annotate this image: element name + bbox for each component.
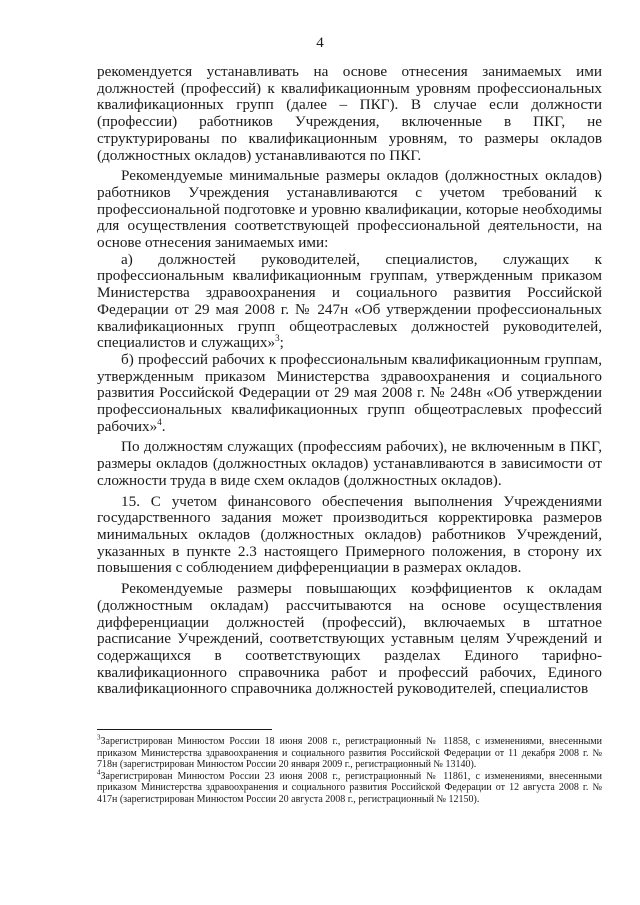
footnote-ref-4: 4 <box>157 416 162 427</box>
footnote-4-text: Зарегистрирован Минюстом России 23 июня 2008 г., регистрационный № 11861, с изменениями, внесенными приказом Министерства здравоохранения и социального развития Российской Федерации от 12 августа 2008 г. № 417н (зарегистрирован Минюстом России 20 августа 2008 г., регистрационный № 12150). <box>97 770 602 805</box>
list-item-b-text: б) профессий рабочих к профессиональным квалификационным группам, утвержденным приказом Министерства здравоохранения и социального развития Российской Федерации от 29 мая 2008 г. № 248н «Об утверждении профессиональных квалификационных групп общеотраслевых профессий рабочих» <box>97 350 602 435</box>
footnote-ref-3: 3 <box>275 333 280 344</box>
paragraph-minimum-salaries: Рекомендуемые минимальные размеры окладов (должностных окладов) работников Учреждения устанавливаются с учетом требований к профессиональной подготовке и уровню квалификации, которые необходимы для осуществления соответствующей профессиональной деятельности, на основе отнесения занимаемых ими: <box>97 167 602 252</box>
paragraph-pkg-schemes: По должностям служащих (профессиям рабочих), не включенным в ПКГ, размеры окладов (должностных окладов) устанавливаются в зависимости от сложности труда в виде схем окладов (должностных окладов). <box>97 438 602 489</box>
paragraph-clause-15: 15. С учетом финансового обеспечения выполнения Учреждениями государственного задания может производиться корректировка размеров минимальных окладов (должностных окладов) работников Учреждений, указанных в пункте 2.3 настоящего Примерного положения, в сторону их повышения с соблюдением дифференциации в размерах окладов. <box>97 492 602 577</box>
footnote-4 <box>97 768 602 806</box>
list-item-b-end: . <box>161 417 166 435</box>
list-item-a <box>97 252 602 352</box>
body-text <box>97 64 602 698</box>
footnote-3-text: Зарегистрирован Минюстом России 18 июня 2008 г., регистрационный № 11858, с изменениями, внесенными приказом Министерства здравоохранения и социального развития Российской Федерации от 11 декабря 2008 г. № 718н (зарегистрирован Минюстом России 20 января 2009 г., регистрационный № 13140). <box>97 736 602 771</box>
paragraph-coefficients: Рекомендуемые размеры повышающих коэффициентов к окладам (должностным окладам) рассчитываются на основе осуществления дифференциации должностей (профессий), включаемых в штатное расписание Учреждений, соответствующих уставным целям Учреждений и содержащихся в соответствующих разделах Единого тарифно-квалификационного справочника работ и профессий рабочих, Единого квалификационного справочника должностей руководителей, специалистов <box>97 580 602 698</box>
footnote-4-marker: 4 <box>97 768 101 777</box>
page-number: 4 <box>316 35 324 51</box>
list-item-a-text: а) должностей руководителей, специалистов, служащих к профессиональным квалификационным группам, утвержденным приказом Министерства здравоохранения и социального развития Российской Федерации от 29 мая 2008 г. № 247н «Об утверждении профессиональных квалификационных групп общеотраслевых должностей руководителей, специалистов и служащих» <box>97 250 602 352</box>
footnotes <box>97 729 602 806</box>
list-item-b <box>97 352 602 436</box>
footnote-3-marker: 3 <box>97 733 101 742</box>
list-item-a-end: ; <box>279 334 284 352</box>
paragraph-continuation: рекомендуется устанавливать на основе отнесения занимаемых ими должностей (профессий) к квалификационным уровням профессиональных квалификационных групп (далее – ПКГ). В случае если должности (профессии) работников Учреждения, включенные в ПКГ, не структурированы по квалификационным уровням, то размеры окладов (должностных окладов) устанавливаются по ПКГ. <box>97 63 602 164</box>
footnote-3 <box>97 733 602 771</box>
footnote-divider <box>97 729 272 730</box>
